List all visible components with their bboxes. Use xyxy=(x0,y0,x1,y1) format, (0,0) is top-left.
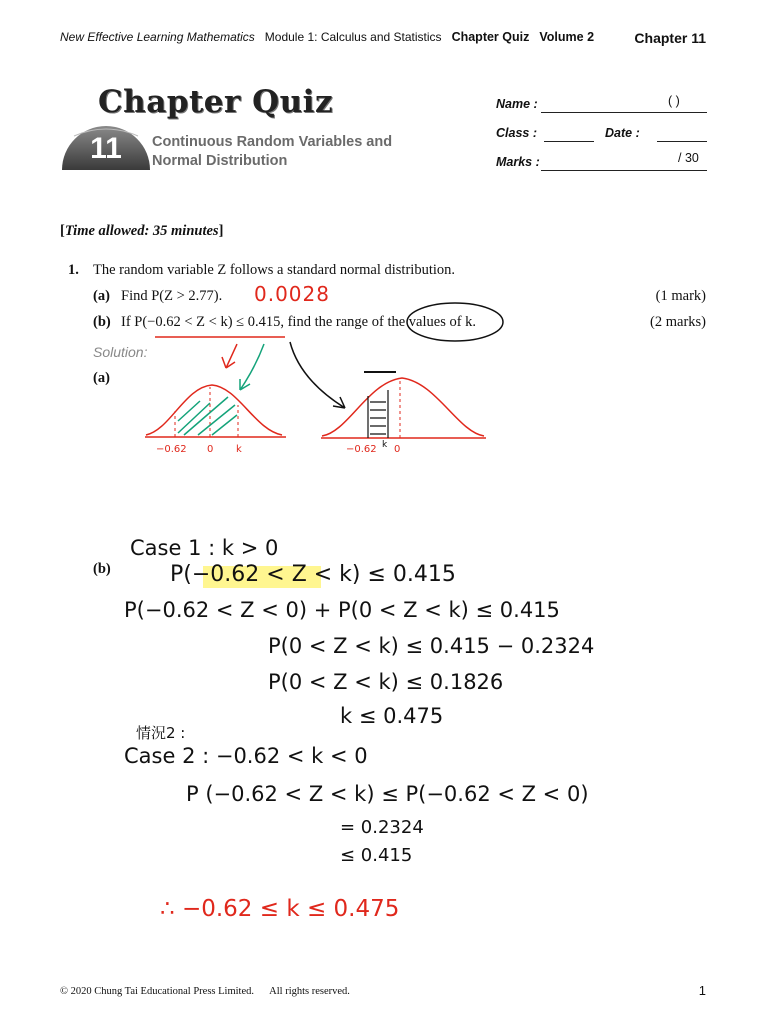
case2-line-3: ≤ 0.415 xyxy=(340,845,413,866)
subtitle-line-2: Normal Distribution xyxy=(152,153,288,169)
quiz-label: Chapter Quiz xyxy=(451,30,530,44)
class-label: Class : xyxy=(496,126,537,140)
chapter-number: 11 xyxy=(90,132,122,165)
answer-b-label: (b) xyxy=(93,561,111,577)
marks-total: / 30 xyxy=(678,151,699,165)
subtitle-line-1: Continuous Random Variables and xyxy=(152,134,393,150)
case1-line-4: P(0 < Z < k) ≤ 0.1826 xyxy=(268,670,504,694)
case1-line-2: P(−0.62 < Z < 0) + P(0 < Z < k) ≤ 0.415 xyxy=(124,598,560,622)
footer xyxy=(60,986,350,997)
case1-title: Case 1 : k > 0 xyxy=(130,536,279,560)
book-title: New Effective Learning Mathematics xyxy=(60,30,255,44)
red-arrow xyxy=(222,344,237,368)
part-a-label: (a) xyxy=(93,288,110,304)
date-label: Date : xyxy=(605,126,640,140)
circle-mark xyxy=(407,303,503,341)
conclusion: ∴ −0.62 ≤ k ≤ 0.475 xyxy=(160,896,400,922)
rights: All rights reserved. xyxy=(269,986,350,997)
case1-line-1-text: P(−0.62 < Z < k) ≤ 0.415 xyxy=(170,562,456,587)
time-allowed: [Time allowed: 35 minutes] xyxy=(60,223,224,239)
module-title: Module 1: Calculus and Statistics xyxy=(264,30,442,44)
left-label-zero: 0 xyxy=(207,444,214,455)
page-number: 1 xyxy=(698,983,706,998)
case2-chinese: 情況2 : xyxy=(136,724,186,742)
left-normal-curve xyxy=(140,375,290,445)
case1-line-1 xyxy=(170,562,456,587)
right-label-zero: 0 xyxy=(394,444,401,455)
answer-a-value: 0.0028 xyxy=(254,282,330,306)
name-label: Name : xyxy=(496,97,538,111)
question-number: 1. xyxy=(68,262,79,278)
part-b-label: (b) xyxy=(93,314,111,330)
time-allowed-text: Time allowed: 35 minutes xyxy=(64,223,219,239)
copyright: © 2020 Chung Tai Educational Press Limited. xyxy=(60,986,254,997)
case2-title: Case 2 : −0.62 < k < 0 xyxy=(124,744,368,768)
left-label-neg: −0.62 xyxy=(156,444,187,455)
left-label-k: k xyxy=(236,444,242,455)
answer-a-label: (a) xyxy=(93,370,110,386)
case1-line-5: k ≤ 0.475 xyxy=(340,704,444,728)
part-b-marks: (2 marks) xyxy=(650,314,706,330)
class-number-paren: ( ) xyxy=(668,94,680,108)
case2-line-2: = 0.2324 xyxy=(340,817,424,838)
solution-label: Solution: xyxy=(93,344,148,360)
part-a-marks: (1 mark) xyxy=(655,288,706,304)
case1-line-3: P(0 < Z < k) ≤ 0.415 − 0.2324 xyxy=(268,634,595,658)
question-stem: The random variable Z follows a standard normal distribution. xyxy=(93,262,456,278)
part-a-text: Find P(Z > 2.77). xyxy=(121,288,223,304)
right-label-neg: −0.62 xyxy=(346,444,377,455)
right-label-k: k xyxy=(382,440,388,450)
banner-title: Chapter Quiz xyxy=(98,84,334,120)
chapter-label: Chapter 11 xyxy=(634,30,706,46)
marks-label: Marks : xyxy=(496,155,540,169)
case2-line-1: P (−0.62 < Z < k) ≤ P(−0.62 < Z < 0) xyxy=(186,782,589,806)
part-b-text: If P(−0.62 < Z < k) ≤ 0.415, find the range of the values of k. xyxy=(121,314,477,330)
volume-label: Volume 2 xyxy=(539,30,595,44)
right-normal-curve xyxy=(318,368,488,446)
